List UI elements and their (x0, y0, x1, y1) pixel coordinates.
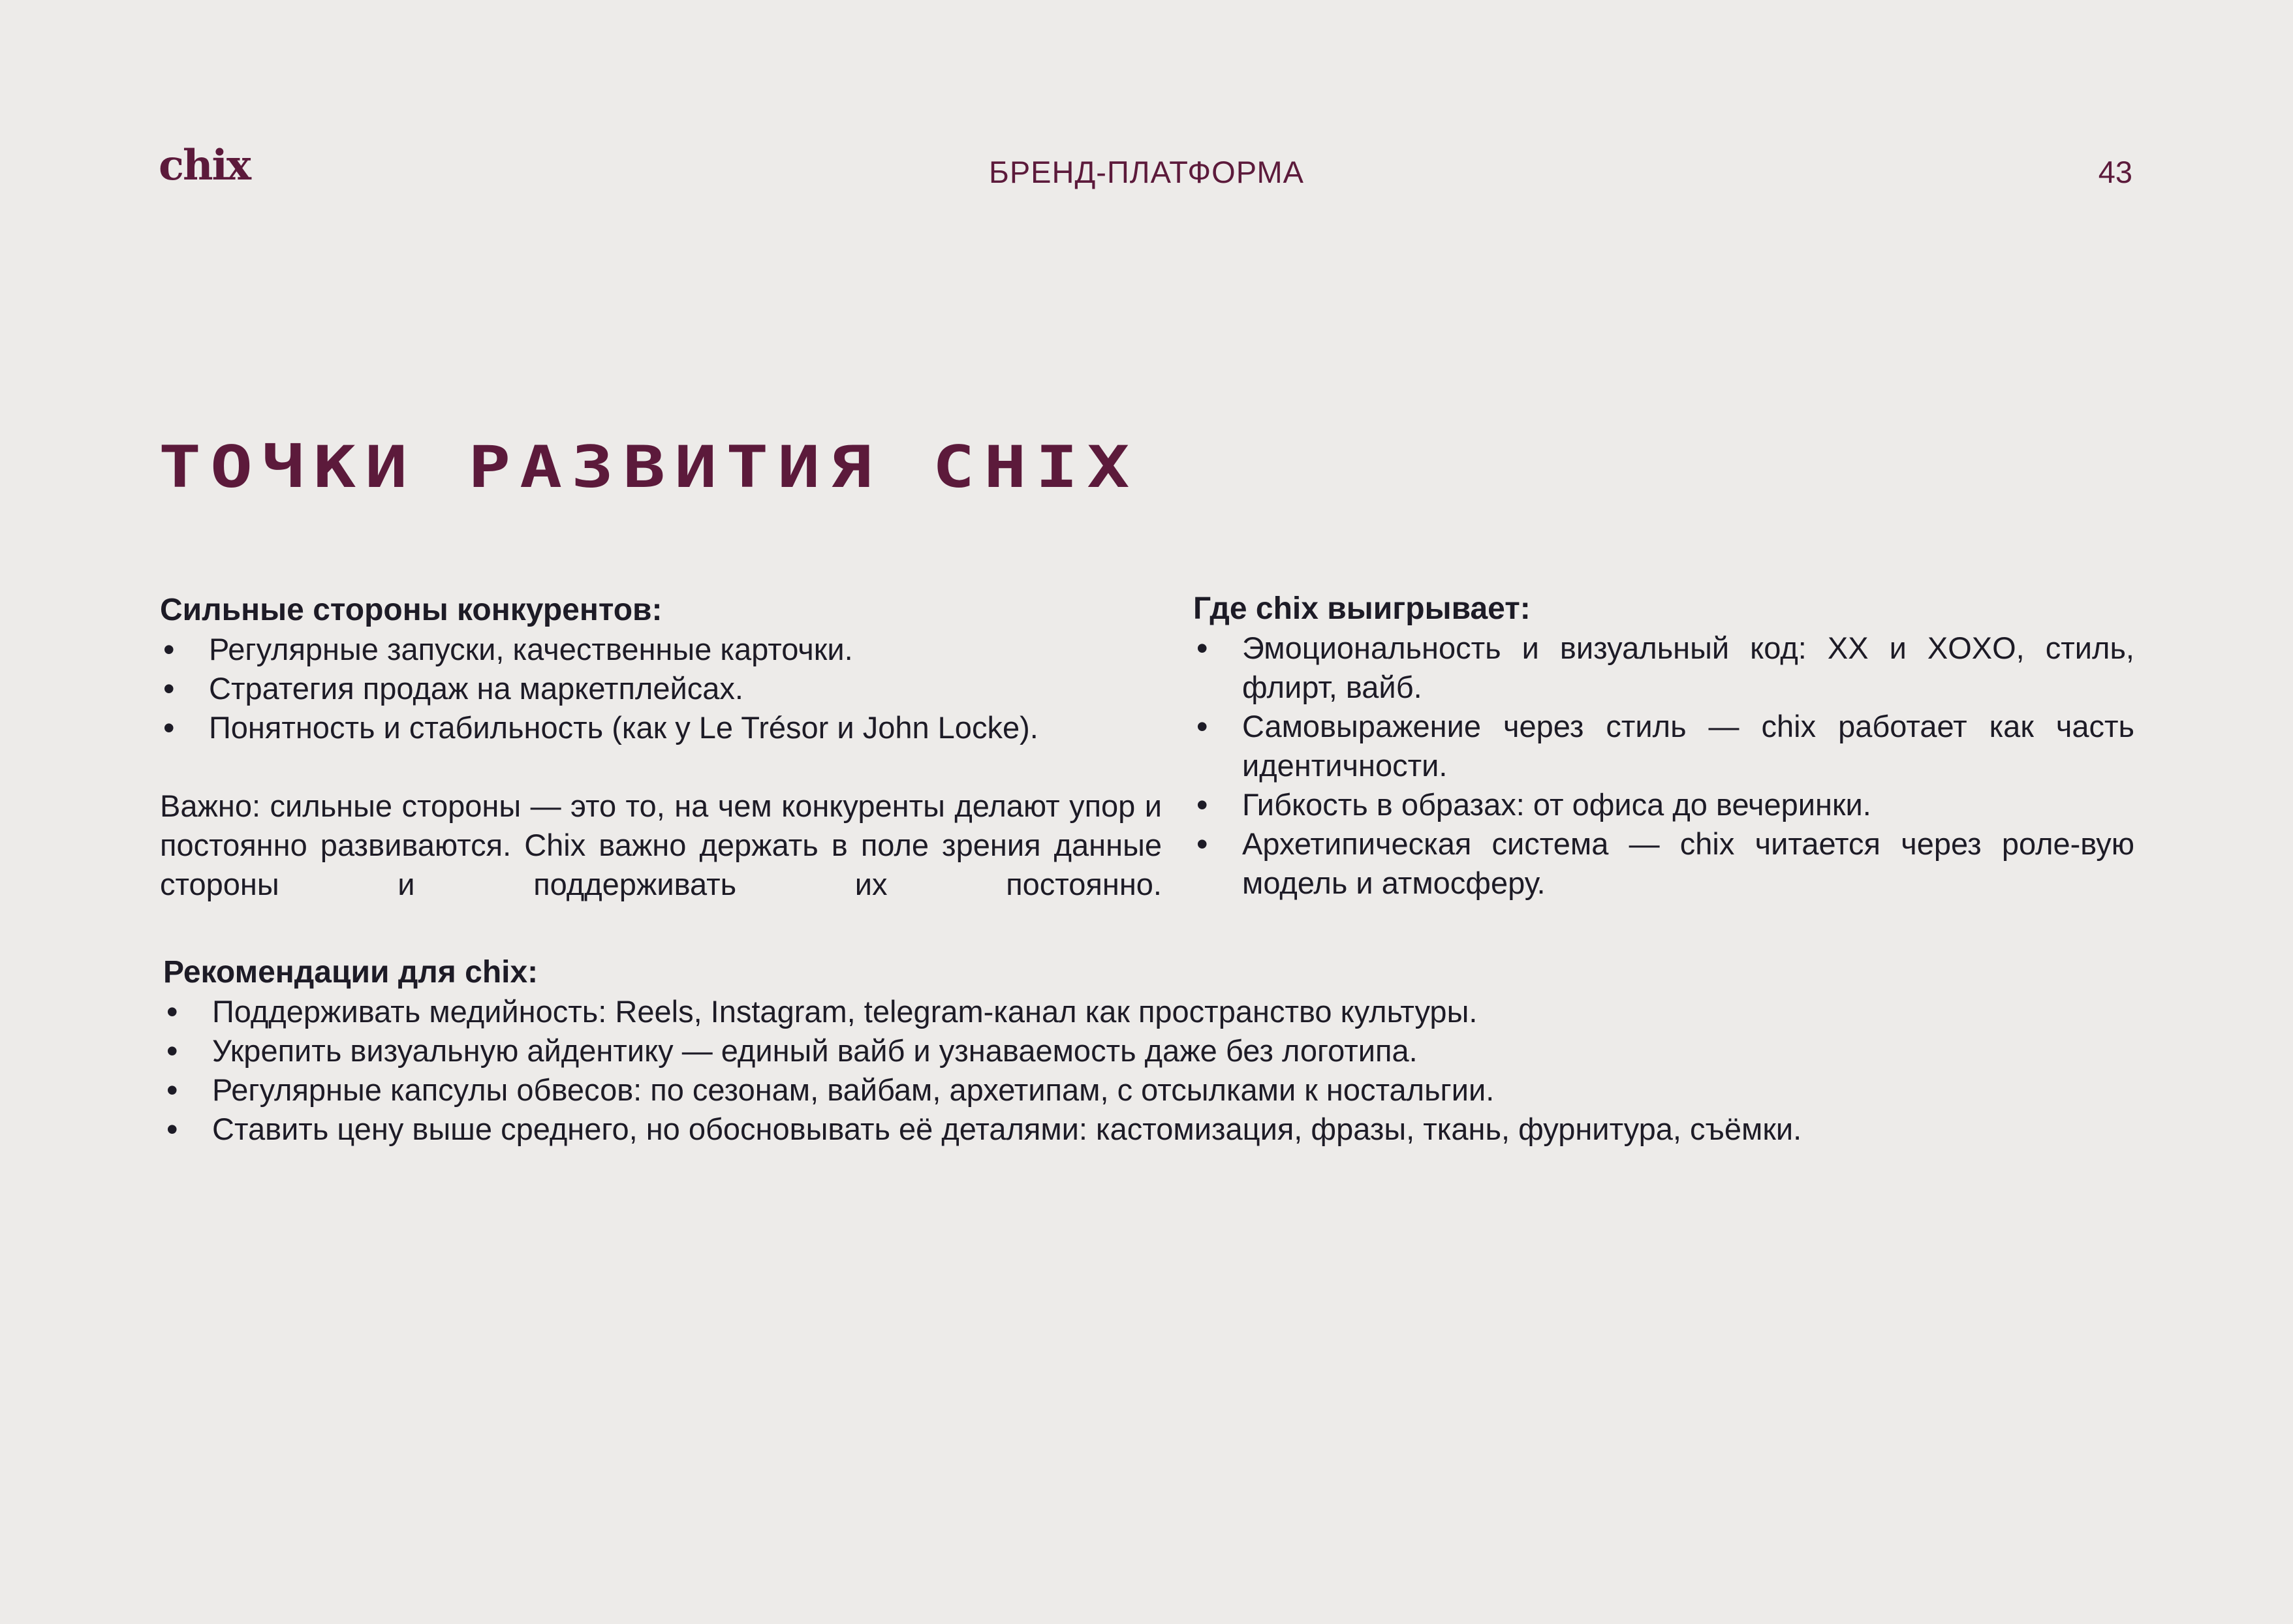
list-item: • Понятность и стабильность (как у Le Trésor и John Locke). (160, 708, 1162, 747)
page-title: ТОЧКИ РАЗВИТИЯ CHIX (159, 433, 1139, 501)
list-item: • Самовыражение через стиль — chix работает как часть идентичности. (1193, 707, 2134, 785)
list-item: • Гибкость в образах: от офиса до вечеринки. (1193, 785, 2134, 824)
wins-list (1193, 629, 2134, 903)
competitors-section (160, 591, 1162, 935)
list-item: • Укрепить визуальную айдентику — единый вайб и узнаваемость даже без логотипа. (163, 1031, 2121, 1070)
recommendations-heading: Рекомендации для chix: (163, 955, 538, 990)
brand-logo: chix (159, 141, 250, 190)
wins-section (1193, 589, 2134, 903)
competitors-list (160, 630, 1162, 747)
wins-heading: Где chix выигрывает: (1193, 591, 1531, 626)
page-number: 43 (2098, 155, 2132, 189)
list-item: • Стратегия продаж на маркетплейсах. (160, 669, 1162, 708)
recommendations-section (163, 953, 2121, 1149)
list-item: • Регулярные капсулы обвесов: по сезонам, вайбам, архетипам, с отсылками к ностальгии. (163, 1070, 2121, 1110)
section-title: БРЕНД-ПЛАТФОРМА (988, 155, 1305, 189)
list-item: • Поддерживать медийность: Reels, Instagram, telegram-канал как пространство культуры. (163, 992, 2121, 1031)
competitors-heading: Сильные стороны конкурентов: (160, 593, 663, 627)
recommendations-list (163, 992, 2121, 1149)
list-item: • Эмоциональность и визуальный код: XX и XOXO, стиль, флирт, вайб. (1193, 629, 2134, 707)
list-item: • Регулярные запуски, качественные карточки. (160, 630, 1162, 669)
list-item: • Ставить цену выше среднего, но обосновывать её деталями: кастомизация, фразы, ткань, фурнитура, съёмки. (163, 1110, 2121, 1149)
list-item: • Архетипическая система — chix читается через роле-вую модель и атмосферу. (1193, 824, 2134, 903)
competitors-note: Важно: сильные стороны — это то, на чем конкуренты делают упор и постоянно развиваются. Chix важно держать в поле зрения данные стороны и поддерживать их постоянно. (160, 789, 1162, 901)
